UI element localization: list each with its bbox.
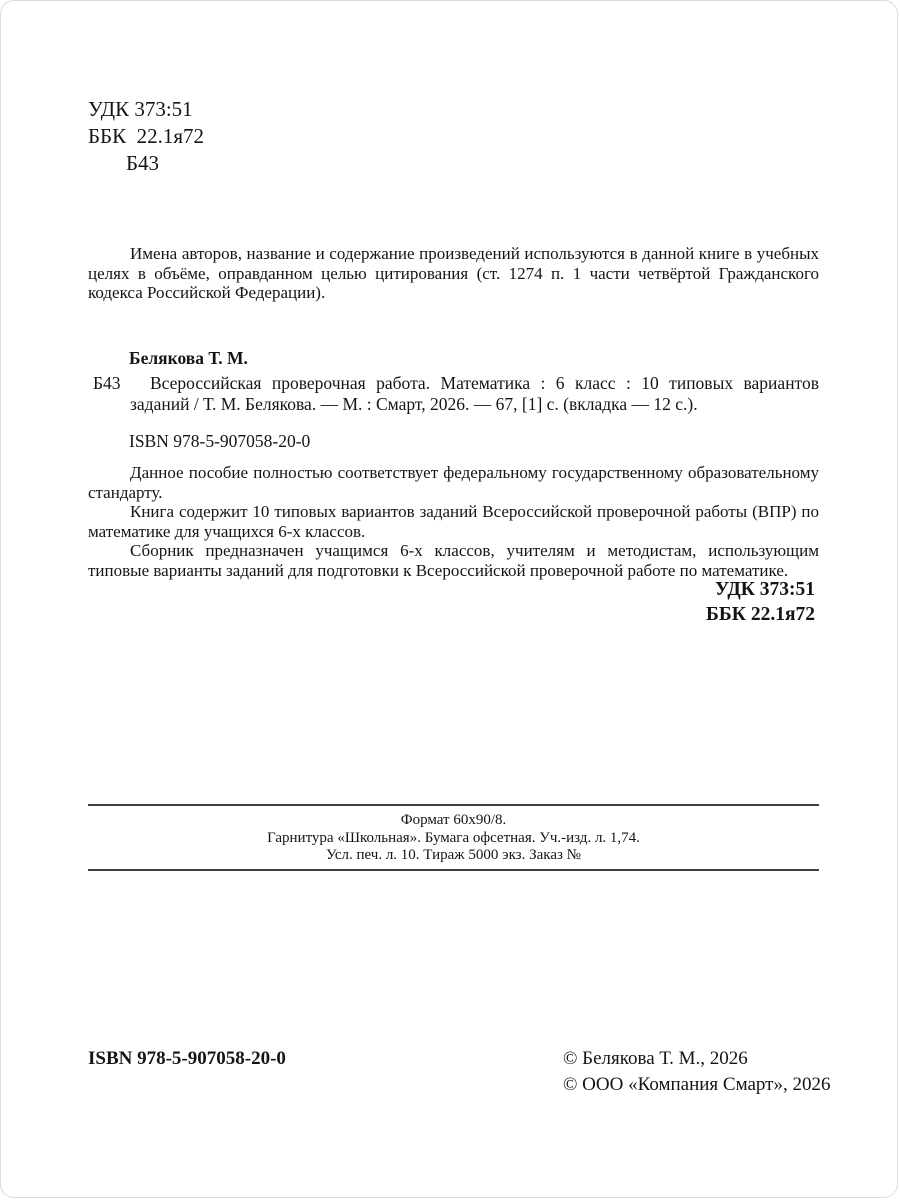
annotation-paragraph: Книга содержит 10 типовых вариантов заданий Всероссийской проверочной работы (ВПР) по математике для учащихся 6-х классов. xyxy=(88,502,819,541)
annotation-block xyxy=(88,463,819,580)
footer-isbn: ISBN 978-5-907058-20-0 xyxy=(88,1048,286,1069)
print-format-line: Формат 60х90/8. xyxy=(400,812,507,828)
print-run-line: Усл. печ. л. 10. Тираж 5000 экз. Заказ № xyxy=(326,847,581,863)
bibliographic-description: Всероссийская проверочная работа. Математика : 6 класс : 10 типовых вариантов заданий / Т. М. Белякова. — М. : Смарт, 2026. — 67, [1] с. (вкладка — 12 с.). xyxy=(130,373,819,414)
bibliographic-entry xyxy=(88,373,819,414)
bottom-classification-codes xyxy=(706,578,815,627)
author-name: Белякова Т. М. xyxy=(129,348,248,368)
copyright-block xyxy=(563,1046,830,1098)
print-typeface-line: Гарнитура «Школьная». Бумага офсетная. Уч.-изд. л. 1,74. xyxy=(267,829,640,846)
udk-code-bold: УДК 373:51 xyxy=(714,579,815,600)
annotation-paragraph: Сборник предназначен учащимся 6-х классов, учителям и методистам, использующим типовые варианты заданий для подготовки к Всероссийской проверочной работе по математике. xyxy=(88,541,819,580)
bbk-code: ББК 22.1я72 xyxy=(88,124,205,148)
bibliographic-author-code: Б43 xyxy=(93,373,121,393)
copyright-author: © Белякова Т. М., 2026 xyxy=(563,1048,748,1069)
bbk-code-bold: ББК 22.1я72 xyxy=(706,603,815,625)
copyright-publisher: © ООО «Компания Смарт», 2026 xyxy=(563,1074,831,1095)
isbn-number: ISBN 978-5-907058-20-0 xyxy=(129,431,311,451)
annotation-paragraph: Данное пособие полностью соответствует федеральному государственному образовательному стандарту. xyxy=(88,463,819,502)
udk-code: УДК 373:51 xyxy=(88,97,193,121)
author-sign-code: Б43 xyxy=(126,151,160,175)
top-classification-codes xyxy=(88,96,204,177)
print-specs-box xyxy=(88,804,819,871)
fair-use-notice: Имена авторов, название и содержание произведений используются в данной книге в учебных целях в объёме, оправданном целью цитирования (ст. 1274 п. 1 части четвёртой Гражданского кодекса Российской Федерации). xyxy=(88,244,819,302)
